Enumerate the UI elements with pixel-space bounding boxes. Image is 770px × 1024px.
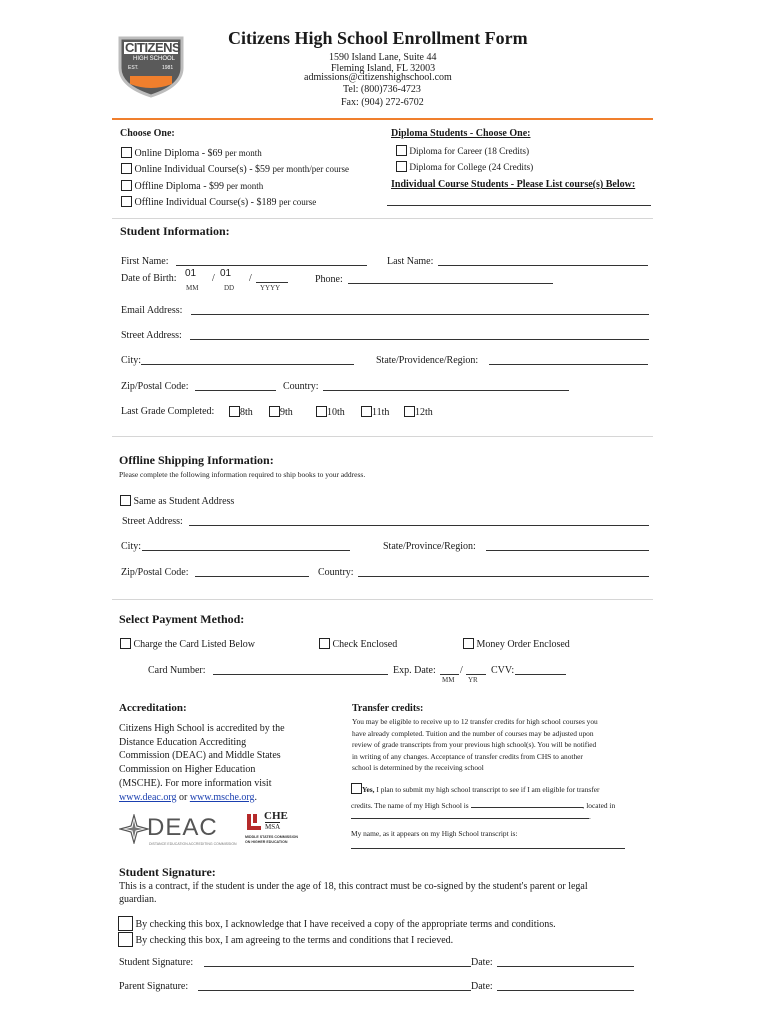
msche-logo [245,812,315,848]
msa-wordmark: MSA [265,823,281,831]
contact-fax: Fax: (904) 272-6702 [341,97,424,108]
option-offline-course[interactable] [121,196,316,208]
form-title: Citizens High School Enrollment Form [228,28,528,48]
pay-checkbox[interactable] [319,638,330,649]
header-rule [112,118,653,120]
address-line-1: 1590 Island Lane, Suite 44 [329,52,437,63]
accreditation-line: (MSCHE). For more information visit [119,777,272,789]
option-checkbox[interactable] [121,180,132,191]
option-label: Diploma for College (24 Credits) [409,163,534,173]
grade-label: 12th [415,407,433,418]
dob-yyyy-hint: YYYY [260,284,281,292]
transfer-line: review of grade transcripts from your previous high school(s). You will be notified [352,740,597,749]
grade-checkbox[interactable] [361,406,372,417]
exp-yr-hint: YR [468,676,478,684]
card-number-field[interactable] [213,674,388,675]
pay-label: Check Enclosed [332,639,398,650]
exp-slash: / [460,665,463,676]
pay-label: Charge the Card Listed Below [133,639,255,650]
grade-checkbox[interactable] [269,406,280,417]
option-suffix: per month/per course [272,164,350,174]
transfer-yes-text: I plan to submit my high school transcript to see if I am eligible for transfer [374,785,600,794]
option-offline-diploma[interactable] [121,180,263,192]
grade-12th[interactable] [404,406,433,418]
ship-state-label: State/Province/Region: [383,541,476,552]
dob-day[interactable]: 01 [220,268,232,279]
accreditation-heading: Accreditation: [119,702,187,714]
option-suffix: per month [226,181,264,191]
payment-heading: Select Payment Method: [119,612,245,626]
credits-text: credits. The name of my High School is [351,801,469,810]
parent-date-field[interactable] [497,990,634,991]
option-suffix: per month [225,148,262,158]
ack-label: By checking this box, I am agreeing to the terms and conditions that I recieved. [135,935,454,946]
accreditation-line: Distance Education Accrediting [119,736,247,748]
msche-mark-icon [245,812,263,832]
deac-subtitle: DISTANCE EDUCATION ACCREDITING COMMISSION [149,842,237,846]
grade-9th[interactable] [269,406,293,418]
state-label: State/Providence/Region: [376,355,479,366]
pay-label: Money Order Enclosed [476,639,570,650]
ship-state-field[interactable] [486,550,649,551]
high-school-location-field[interactable] [351,807,589,819]
city-field[interactable] [141,364,354,365]
transfer-yes-checkbox[interactable] [351,783,362,794]
zip-label: Zip/Postal Code: [121,381,189,392]
ship-country-field[interactable] [358,576,649,577]
last-name-label: Last Name: [387,256,434,267]
deac-wordmark: DEAC [147,814,218,841]
exp-year-field[interactable] [466,674,486,675]
accreditation-body [119,722,285,804]
course-list-field[interactable] [387,205,651,206]
option-main: Online Diploma - $69 [134,148,223,159]
option-online-diploma[interactable] [121,147,262,159]
ship-country-label: Country: [318,567,354,578]
exp-month-field[interactable] [440,674,459,675]
same-as-student-option[interactable] [120,495,234,507]
transfer-line: have already completed. Tuition and the number of courses may be adjusted upon [352,728,594,738]
accreditation-line: Commission (DEAC) and Middle States [119,750,281,762]
accreditation-line: Citizens High School is accredited by the [119,723,285,734]
shipping-heading: Offline Shipping Information: [119,453,274,467]
grade-checkbox[interactable] [316,406,327,417]
transfer-heading: Transfer credits: [352,703,424,714]
contract-line-2: guardian. [119,894,157,905]
che-wordmark: CHE [264,810,288,822]
grade-8th[interactable] [229,406,253,418]
links-period: . [254,791,258,803]
ack-checkbox[interactable] [118,932,133,947]
transfer-line: in writing of any changes. Acceptance of transfer credits from CHS to another [352,751,583,761]
parent-signature-label: Parent Signature: [119,981,189,992]
dob-sep-1: / [212,273,215,284]
transfer-body [352,716,598,774]
option-checkbox[interactable] [121,147,132,158]
same-as-checkbox[interactable] [120,495,131,506]
student-signature-label: Student Signature: [119,957,194,968]
ship-street-label: Street Address: [122,516,183,527]
exp-date-label: Exp. Date: [393,665,436,676]
parent-date-label: Date: [471,981,493,992]
student-date-label: Date: [471,957,493,968]
street-field[interactable] [190,339,649,340]
last-name-field[interactable] [438,265,648,266]
contract-line-1: This is a contract, if the student is under the age of 18, this contract must be co-signed by the student's parent or legal [119,881,588,892]
ack-checkbox[interactable] [118,916,133,931]
option-suffix: per course [279,197,317,207]
student-signature-field[interactable] [204,966,471,967]
city-label: City: [121,355,142,366]
first-name-label: First Name: [121,256,169,267]
email-field[interactable] [191,314,649,315]
ship-street-field[interactable] [189,525,649,526]
msche-subtitle-1: MIDDLE STATES COMMISSION [245,835,298,839]
signature-heading: Student Signature: [119,865,216,879]
ship-city-field[interactable] [142,550,350,551]
grade-label: 11th [372,407,390,418]
country-label: Country: [283,381,319,392]
divider [112,599,653,600]
exp-mm-hint: MM [442,676,455,684]
option-diploma-career[interactable] [396,145,529,157]
transfer-yes-option[interactable] [351,783,599,794]
ship-zip-field[interactable] [195,576,309,577]
school-logo [116,32,186,98]
logo-year: 1981 [162,65,174,71]
dob-month[interactable]: 01 [185,268,197,279]
transfer-line: school is determined by the receiving school [352,763,484,772]
msche-link[interactable]: www.msche.org [189,791,255,803]
option-label: Diploma for Career (18 Credits) [409,147,530,157]
option-checkbox[interactable] [121,163,132,174]
grade-checkbox[interactable] [229,406,240,417]
option-diploma-college[interactable] [396,161,533,173]
contact-email: admissions@citizenshighschool.com [304,72,452,83]
ship-zip-label: Zip/Postal Code: [121,567,189,578]
accreditation-links [119,791,285,805]
dob-sep-2: / [249,273,252,284]
cvv-label: CVV: [491,665,515,676]
state-field[interactable] [489,364,648,365]
ship-city-label: City: [121,541,142,552]
option-main: Online Individual Course(s) - $59 [134,164,271,175]
ack-label: By checking this box, I acknowledge that I have received a copy of the appropriate terms and conditions. [135,919,556,930]
pay-checkbox[interactable] [463,638,474,649]
msche-subtitle-2: ON HIGHER EDUCATION [245,840,288,844]
zip-field[interactable] [195,390,276,391]
address-line-2: Fleming Island, FL 32003 [331,63,436,74]
phone-field[interactable] [348,283,553,284]
card-number-label: Card Number: [148,665,206,676]
accreditation-line: Commission on Higher Education [119,764,256,776]
logo-name: CITIZENS [125,40,181,55]
first-name-field[interactable] [176,265,367,266]
grade-label: 10th [327,407,345,418]
individual-course-label: Individual Course Students - Please List course(s) Below: [391,179,636,190]
transfer-line: You may be eligible to receive up to 12 transfer credits for high school courses you [352,717,598,726]
ack-received-option[interactable] [118,916,556,931]
shipping-note: Please complete the following information required to ship books to your address. [119,470,366,479]
grade-10th[interactable] [316,406,345,418]
dob-year-field[interactable] [256,282,288,283]
deac-logo [119,814,237,848]
grade-label: 8th [240,407,253,418]
deac-star-icon [119,814,149,844]
option-checkbox[interactable] [396,161,407,172]
student-date-field[interactable] [497,966,634,967]
transcript-name-label: My name, as it appears on my High School transcript is: [351,829,518,838]
street-label: Street Address: [121,330,182,341]
last-grade-label: Last Grade Completed: [121,406,215,417]
dob-label: Date of Birth: [121,273,177,284]
country-field[interactable] [323,390,569,391]
divider [112,436,653,437]
option-main: Offline Diploma - $99 [134,181,225,192]
located-text: , located in [582,801,616,810]
phone-label: Phone: [315,274,343,285]
cvv-field[interactable] [515,674,566,675]
transfer-yes-label: Yes, [362,785,375,794]
transcript-name-field[interactable] [351,848,625,849]
option-online-course[interactable] [121,163,349,175]
pay-checkbox[interactable] [120,638,131,649]
grade-label: 9th [280,407,293,418]
email-label: Email Address: [121,305,183,316]
pay-charge-card[interactable] [120,638,255,650]
contact-tel: Tel: (800)736-4723 [343,84,421,95]
logo-est: EST. [128,65,139,71]
grade-11th[interactable] [361,406,389,418]
option-checkbox[interactable] [121,196,132,207]
deac-link[interactable]: www.deac.org [119,791,177,803]
divider [112,218,653,219]
option-main: Offline Individual Course(s) - $189 [134,197,277,208]
pay-check-enclosed[interactable] [319,638,397,650]
same-as-label: Same as Student Address [133,496,235,507]
ack-agree-option[interactable] [118,932,453,947]
parent-signature-field[interactable] [198,990,471,991]
transfer-location-line [351,807,591,821]
pay-money-order[interactable] [463,638,570,650]
dob-mm-hint: MM [186,284,199,292]
choose-one-label: Choose One: [120,128,175,139]
dob-dd-hint: DD [224,284,235,292]
logo-subtitle: HIGH SCHOOL [133,56,176,62]
location-end-dot: . [589,812,591,821]
diploma-students-label: Diploma Students - Choose One: [391,128,531,139]
option-checkbox[interactable] [396,145,407,156]
student-info-heading: Student Information: [120,224,230,238]
or-text: or [176,791,190,803]
grade-checkbox[interactable] [404,406,415,417]
